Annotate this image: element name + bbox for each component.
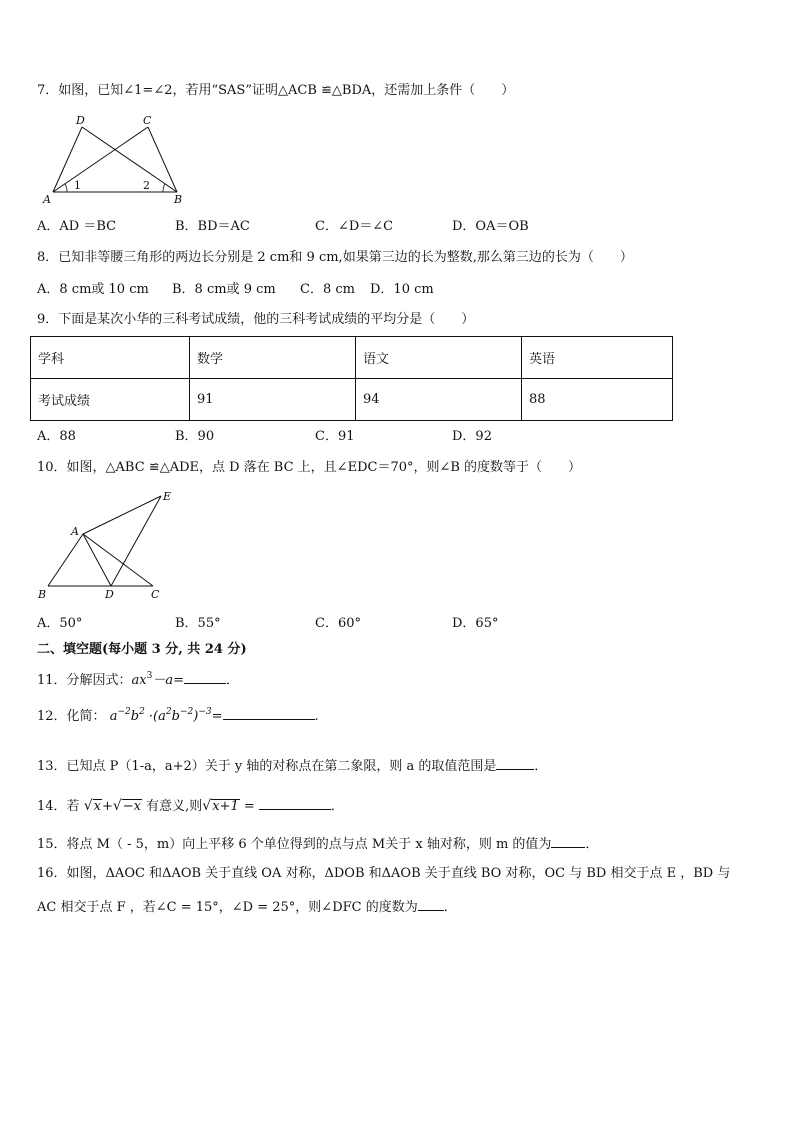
q10-label-C: C xyxy=(151,588,160,601)
q9-option-c[interactable]: C．91 xyxy=(315,429,355,444)
q11-expr-b: －a= xyxy=(152,673,185,688)
q12-expression: $a^{-2}b^2 \cdot(a^2b^{-2})^{-3}=$ xyxy=(109,707,223,724)
q12-prefix: 12．化简： xyxy=(37,709,106,724)
table-cell: 94 xyxy=(356,379,522,421)
q14-answer-blank[interactable] xyxy=(259,797,331,810)
q13-suffix: ． xyxy=(534,759,548,774)
q16-line2 xyxy=(37,898,457,917)
q10-option-d[interactable]: D．65° xyxy=(452,616,499,631)
q7-label-D: D xyxy=(76,114,85,127)
q11-prefix: 11．分解因式： xyxy=(37,673,132,688)
table-cell: 学科 xyxy=(31,337,190,379)
q16-line2-text: AC 相交于点 F ，若∠C = 15°，∠D = 25°，则∠DFC 的度数为 xyxy=(37,900,418,915)
table-cell: 88 xyxy=(522,379,673,421)
q9-option-a[interactable]: A．88 xyxy=(37,429,76,444)
q10-option-c[interactable]: C．60° xyxy=(315,616,361,631)
q8-stem: 8．已知非等腰三角形的两边长分别是 2 cm和 9 cm,如果第三边的长为整数,那么第三边的长为（ ） xyxy=(37,250,633,265)
table-cell: 91 xyxy=(190,379,356,421)
q9-stem: 9．下面是某次小华的三科考试成绩，他的三科考试成绩的平均分是（ ） xyxy=(37,312,475,327)
table-header-row xyxy=(31,337,673,379)
q7-option-d[interactable]: D．OA＝OB xyxy=(452,219,529,234)
q15-text: 15．将点 M（ - 5，m）向上平移 6 个单位得到的点与点 M关于 x 轴对称，则 m 的值为 xyxy=(37,837,552,852)
q7-option-c[interactable]: C．∠D＝∠C xyxy=(315,219,394,234)
q8-option-c[interactable]: C．8 cm xyxy=(300,282,355,297)
q10-stem: 10．如图，△ABC ≌△ADE，点 D 落在 BC 上，且∠EDC＝70°，则∠B 的度数等于（ ） xyxy=(37,460,582,475)
q11-answer-blank[interactable] xyxy=(184,671,226,684)
table-cell: 数学 xyxy=(190,337,356,379)
q10-label-E: E xyxy=(163,490,172,503)
q14-sqrt-x: √x xyxy=(83,798,101,814)
q8-option-a[interactable]: A．8 cm或 10 cm xyxy=(37,282,149,297)
score-table xyxy=(30,336,673,421)
q7-stem: 7．如图，已知∠1=∠2，若用“SAS”证明△ACB ≌△BDA，还需加上条件（ ） xyxy=(37,83,515,98)
q14-sqrt-neg-x: √−x xyxy=(112,798,142,814)
q15-suffix: ． xyxy=(585,837,599,852)
q7-label-B: B xyxy=(174,193,183,206)
q10-option-b[interactable]: B．55° xyxy=(175,616,221,631)
q8-option-b[interactable]: B．8 cm或 9 cm xyxy=(172,282,276,297)
q7-label-1: 1 xyxy=(74,179,81,192)
q12-answer-blank[interactable] xyxy=(223,707,315,720)
q7-label-A: A xyxy=(43,193,51,206)
q8-option-d[interactable]: D．10 cm xyxy=(370,282,434,297)
table-cell: 英语 xyxy=(522,337,673,379)
q10-figure xyxy=(33,486,183,604)
q14-mid: 有意义,则 xyxy=(146,799,203,814)
q13-text: 13．已知点 P（1-a，a+2）关于 y 轴的对称点在第二象限，则 a 的取值范围是 xyxy=(37,759,497,774)
q7-option-a[interactable]: A．AD ＝BC xyxy=(37,219,117,234)
section-heading: 二、填空题(每小题 3 分, 共 24 分) xyxy=(37,642,247,657)
q11-expr-a: ax xyxy=(131,673,147,688)
q16-line1: 16．如图，ΔAOC 和ΔAOB 关于直线 OA 对称，ΔDOB 和ΔAOB 关于直线 BO 对称，OC 与 BD 相交于点 E ，BD 与 xyxy=(37,866,731,881)
q9-option-b[interactable]: B．90 xyxy=(175,429,215,444)
q15-answer-blank[interactable] xyxy=(551,835,585,848)
q10-label-D: D xyxy=(105,588,114,601)
q14-prefix: 14．若 xyxy=(37,799,80,814)
q16-answer-blank[interactable] xyxy=(418,898,444,911)
q11-suffix: ． xyxy=(226,673,240,688)
table-cell: 考试成绩 xyxy=(31,379,190,421)
q9-option-d[interactable]: D．92 xyxy=(452,429,492,444)
q14-suffix: ． xyxy=(330,799,344,814)
q10-label-B: B xyxy=(38,588,47,601)
q12-line xyxy=(37,703,319,726)
q11-line xyxy=(37,667,239,690)
q14-line: 14．若 √x+√−x 有意义,则√x+1 = ． xyxy=(37,798,344,814)
q13-line xyxy=(37,757,547,776)
q13-answer-blank[interactable] xyxy=(496,757,534,770)
q11-exp: 3 xyxy=(146,671,153,681)
q7-figure xyxy=(40,112,190,207)
q7-label-C: C xyxy=(143,114,152,127)
q10-label-A: A xyxy=(71,525,79,538)
q14-sqrt-x-plus-1: √x+1 xyxy=(202,798,239,814)
q15-line xyxy=(37,835,598,854)
q12-suffix: . xyxy=(314,709,319,724)
table-cell: 语文 xyxy=(356,337,522,379)
q7-label-2: 2 xyxy=(143,179,150,192)
q16-suffix: ． xyxy=(443,900,457,915)
table-row xyxy=(31,379,673,421)
q10-option-a[interactable]: A．50° xyxy=(37,616,83,631)
q7-option-b[interactable]: B．BD＝AC xyxy=(175,219,250,234)
